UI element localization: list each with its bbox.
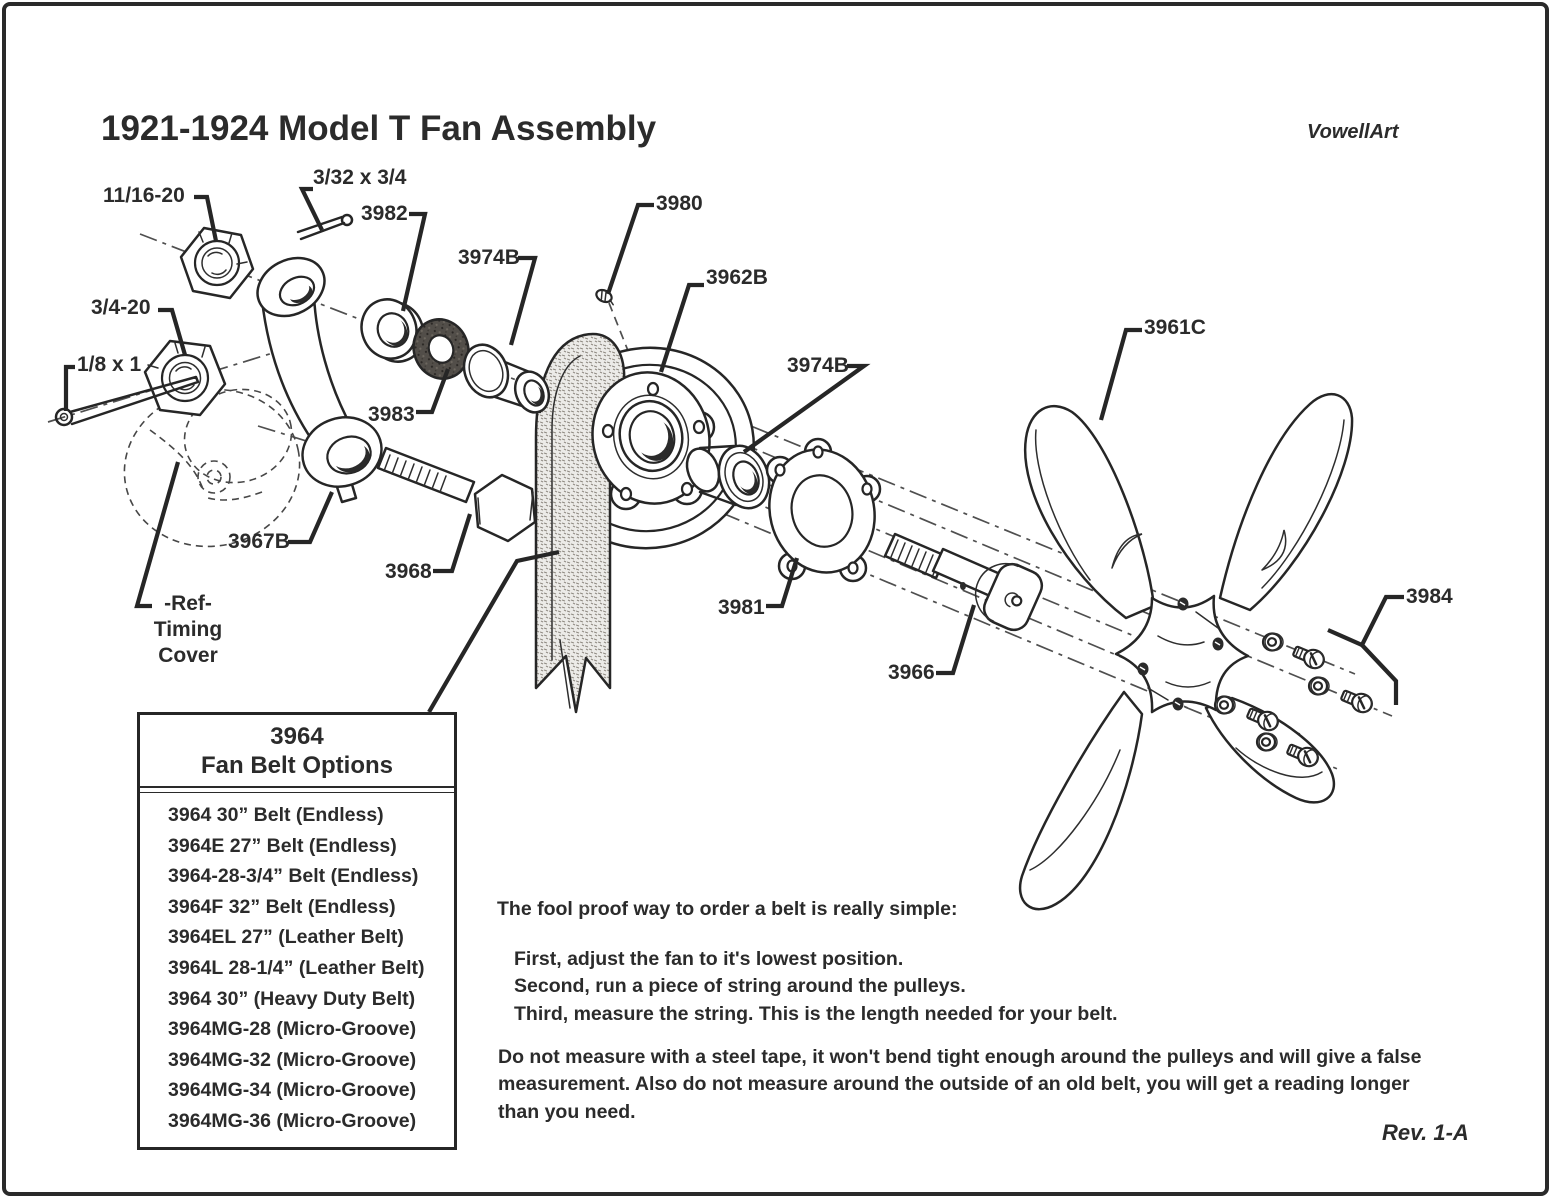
part-label-felt-washer: 3983 [368, 403, 415, 426]
part-label-nut-lower: 3/4-20 [91, 296, 151, 319]
part-label-retainer-washer: 3982 [361, 202, 408, 225]
belt-option-item: 3964EL 27” (Leather Belt) [168, 926, 404, 949]
timing-note-line: Timing [153, 618, 223, 641]
ordering-step: Second, run a piece of string around the pulleys. [514, 975, 966, 998]
timing-note-line: -Ref- [164, 592, 212, 615]
part-label-blade-screws: 3984 [1406, 585, 1453, 608]
part-label-bushing-front: 3974B [458, 246, 520, 269]
ordering-step: First, adjust the fan to it's lowest position. [514, 948, 904, 970]
fan-belt-options-box [137, 712, 457, 1150]
belt-measuring-warning [498, 1044, 1421, 1126]
part-label-adjusting-bolt: 3968 [385, 560, 432, 583]
belt-option-item: 3964MG-32 (Micro-Groove) [168, 1048, 417, 1071]
adjusting-bolt-drawing [378, 448, 535, 541]
revision-label: Rev. 1-A [1382, 1120, 1469, 1145]
part-label-bushing-rear: 3974B [787, 354, 849, 377]
part-label-rivet-pin: 3980 [656, 192, 703, 215]
belt-option-item: 3964MG-36 (Micro-Groove) [168, 1109, 417, 1132]
belt-option-item: 3964F 32” Belt (Endless) [168, 895, 396, 918]
fan-shaft-drawing [885, 534, 1047, 635]
belt-box-title: Fan Belt Options [201, 752, 393, 779]
cotter-pin-small-drawing [298, 215, 352, 239]
part-label-nut-upper: 11/16-20 [103, 184, 185, 207]
part-label-gasket: 3981 [718, 596, 765, 619]
part-label-fan-blades: 3961C [1144, 316, 1206, 339]
part-label-cotter-small: 3/32 x 3/4 [313, 166, 407, 189]
part-label-hub-flange: 3962B [706, 266, 768, 289]
belt-option-item: 3964L 28-1/4” (Leather Belt) [168, 956, 425, 979]
belt-options-list [140, 793, 454, 1147]
belt-option-item: 3964-28-3/4” Belt (Endless) [168, 865, 419, 888]
warning-line: Do not measure with a steel tape, it won't bend tight enough around the pulleys and will give a false [498, 1046, 1422, 1068]
belt-option-item: 3964E 27” Belt (Endless) [168, 834, 397, 857]
ordering-step: Third, measure the string. This is the length needed for your belt. [514, 1002, 1118, 1025]
timing-note-line: Cover [158, 644, 218, 667]
belt-box-part-number: 3964 [270, 723, 324, 750]
belt-ordering-steps [514, 946, 1118, 1028]
part-label-fan-shaft: 3966 [888, 661, 935, 684]
part-label-cotter-large: 1/8 x 1 [77, 353, 142, 376]
belt-option-item: 3964 30” (Heavy Duty Belt) [168, 987, 416, 1010]
belt-option-item: 3964 30” Belt (Endless) [168, 804, 384, 826]
rivet-pin-drawing [594, 288, 617, 306]
support-arm-drawing [247, 247, 390, 502]
timing-cover-note [128, 591, 248, 669]
bushing-front-drawing [456, 338, 554, 417]
artist-credit: VowellArt [1307, 121, 1399, 143]
belt-option-item: 3964MG-28 (Micro-Groove) [168, 1018, 417, 1041]
belt-ordering-intro: The fool proof way to order a belt is really simple: [497, 898, 958, 920]
gasket-drawing [757, 438, 888, 583]
warning-line: than you need. [498, 1100, 636, 1123]
page-title: 1921-1924 Model T Fan Assembly [101, 109, 657, 148]
belt-box-divider [140, 786, 454, 793]
belt-option-item: 3964MG-34 (Micro-Groove) [168, 1079, 417, 1102]
part-label-support-arm: 3967B [228, 530, 290, 553]
warning-line: measurement. Also do not measure around the outside of an old belt, you will get a reading longer [498, 1073, 1410, 1096]
